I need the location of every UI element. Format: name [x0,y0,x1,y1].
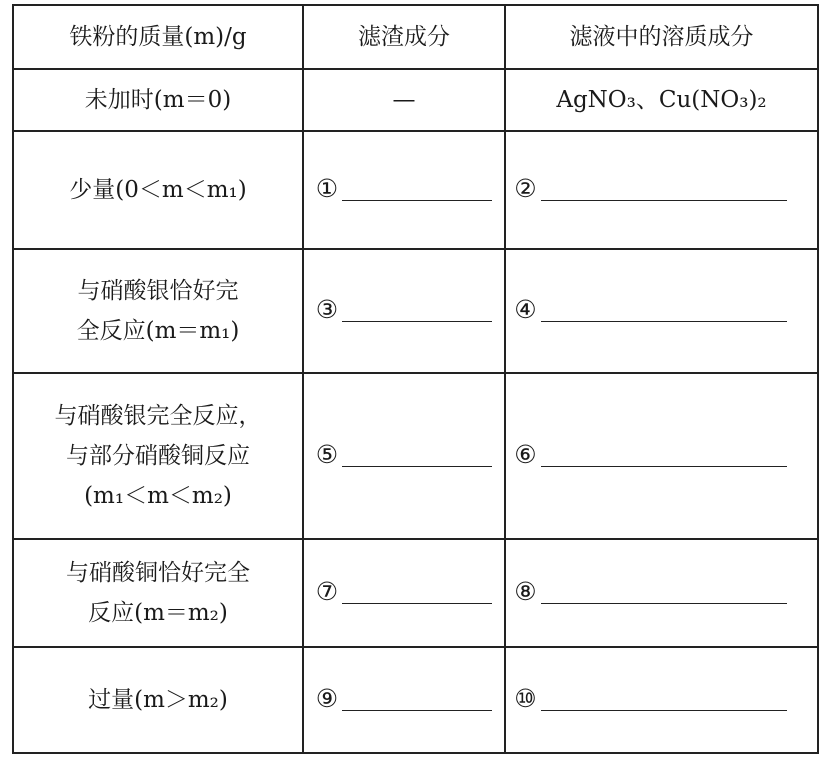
table-row [13,249,818,373]
blank-number: ⑩ [514,684,537,713]
answer-line[interactable] [342,299,492,322]
condition-line: 过量(m＞m₂) [88,687,228,713]
solute-cell [505,69,818,131]
condition-line: 未加时(m＝0) [84,87,232,113]
answer-line[interactable] [342,581,492,604]
answer-line[interactable] [342,688,492,711]
residue-value: — [392,87,416,113]
solute-answer-blank[interactable] [505,647,818,753]
header-row [13,5,818,69]
blank-number: ⑧ [514,577,537,606]
condition-cell [13,249,303,373]
solute-value: AgNO₃、Cu(NO₃)₂ [556,87,767,113]
iron-powder-reaction-table [12,4,819,754]
condition-line: 与硝酸银完全反应， [54,403,262,429]
condition-line: 与硝酸铜恰好完全 [66,560,250,586]
condition-cell [13,373,303,539]
blank-number: ② [514,174,537,203]
blank-number: ⑤ [315,440,339,469]
answer-line[interactable] [541,688,787,711]
condition-cell [13,131,303,249]
residue-answer-blank[interactable] [303,249,505,373]
condition-line: (m₁＜m＜m₂) [84,483,232,509]
solute-answer-blank[interactable] [505,373,818,539]
header-iron-mass: 铁粉的质量(m)/g [13,5,303,69]
blank-number: ⑦ [315,577,339,606]
condition-line: 全反应(m＝m₁) [76,318,240,344]
table-row [13,69,818,131]
header-residue: 滤渣成分 [303,5,505,69]
solute-answer-blank[interactable] [505,539,818,647]
answer-line[interactable] [541,581,787,604]
answer-line[interactable] [342,444,492,467]
blank-number: ⑨ [315,684,339,713]
table-row [13,647,818,753]
answer-line[interactable] [541,444,787,467]
answer-line[interactable] [541,178,787,201]
table-row [13,373,818,539]
condition-line: 与部分硝酸铜反应 [66,443,250,469]
table-row [13,539,818,647]
residue-cell [303,69,505,131]
condition-line: 少量(0＜m＜m₁) [69,177,247,203]
answer-line[interactable] [342,178,492,201]
answer-line[interactable] [541,299,787,322]
header-solute: 滤液中的溶质成分 [505,5,818,69]
blank-number: ③ [315,295,339,324]
condition-cell [13,69,303,131]
blank-number: ① [315,174,339,203]
solute-answer-blank[interactable] [505,131,818,249]
residue-answer-blank[interactable] [303,647,505,753]
residue-answer-blank[interactable] [303,373,505,539]
residue-answer-blank[interactable] [303,131,505,249]
condition-line: 反应(m＝m₂) [88,600,228,626]
table-row [13,131,818,249]
blank-number: ⑥ [514,440,537,469]
residue-answer-blank[interactable] [303,539,505,647]
condition-cell [13,647,303,753]
condition-line: 与硝酸银恰好完 [77,278,239,304]
blank-number: ④ [514,295,537,324]
condition-cell [13,539,303,647]
solute-answer-blank[interactable] [505,249,818,373]
